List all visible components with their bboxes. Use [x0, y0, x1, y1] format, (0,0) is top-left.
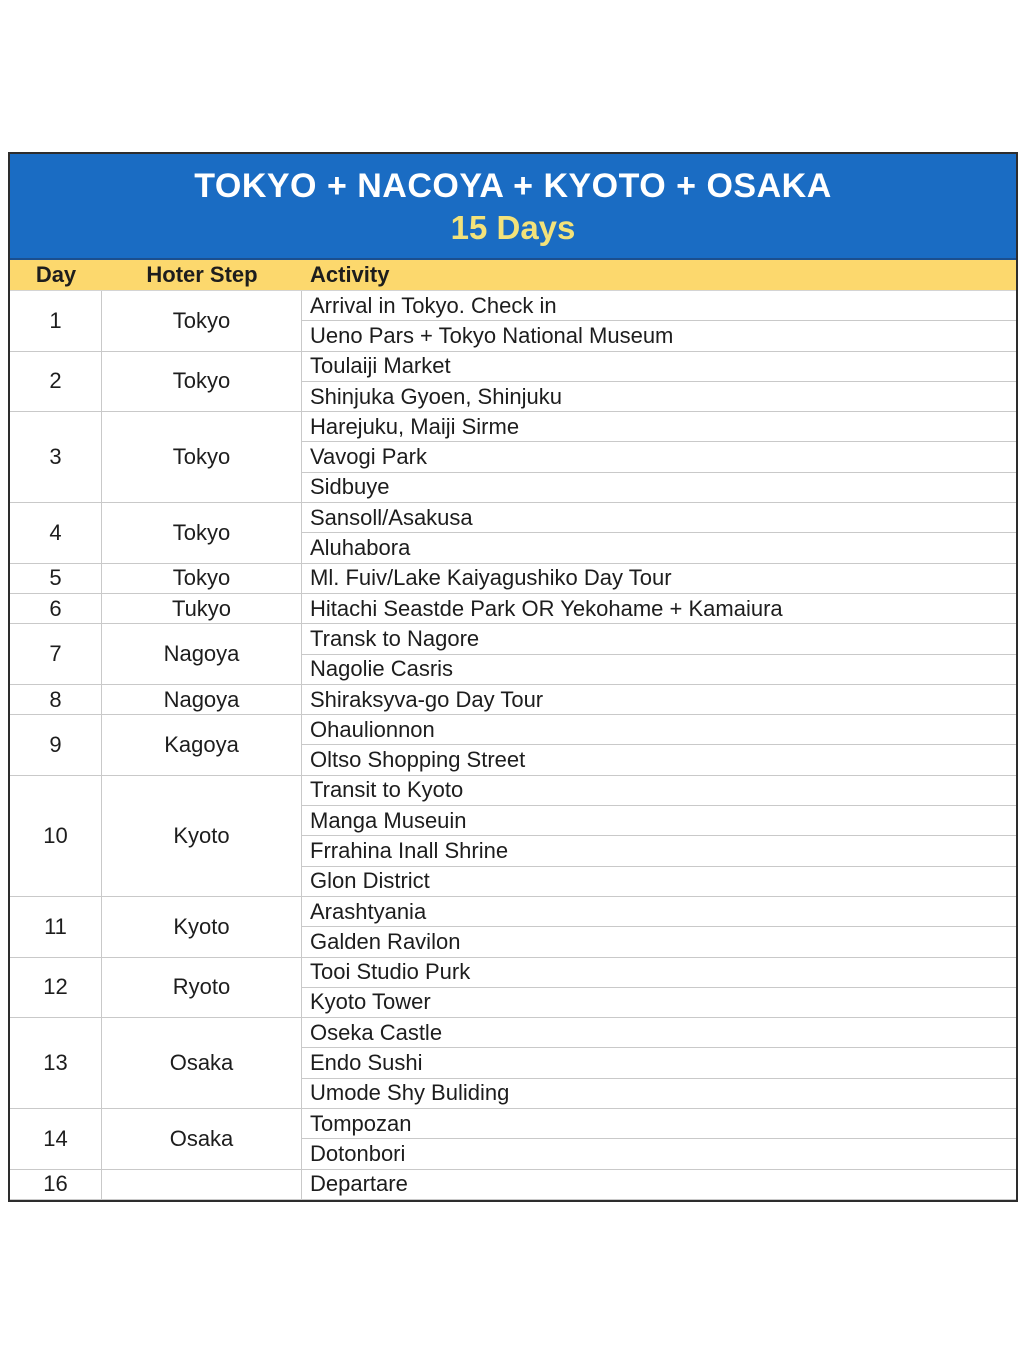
activity-cell: Vavogi Park: [302, 442, 1016, 472]
activity-cell: Umode Shy Buliding: [302, 1079, 1016, 1109]
title-banner: [10, 154, 1016, 260]
activity-cell: Harejuku, Maiji Sirme: [302, 412, 1016, 442]
hotel-cell: Tokyo: [102, 291, 302, 352]
day-number-cell: 4: [10, 503, 102, 564]
activity-cell: Arrival in Tokyo. Check in: [302, 291, 1016, 321]
hotel-column-header: Hoter Step: [146, 262, 258, 287]
activity-cell: Glon District: [302, 867, 1016, 897]
activity-cell: Oltso Shopping Street: [302, 745, 1016, 775]
itinerary-body: [10, 291, 1016, 1200]
activity-cell: Kyoto Tower: [302, 988, 1016, 1018]
activity-cell: Dotonbori: [302, 1139, 1016, 1169]
day-number-cell: 9: [10, 715, 102, 776]
column-header-row: [10, 260, 1016, 291]
itinerary-title: TOKYO + NACOYA + KYOTO + OSAKA: [194, 167, 832, 205]
activity-cell: Oseka Castle: [302, 1018, 1016, 1048]
activity-cell: Transk to Nagore: [302, 624, 1016, 654]
hotel-cell: Osaka: [102, 1109, 302, 1170]
day-number-cell: 6: [10, 594, 102, 624]
hotel-cell: Ryoto: [102, 958, 302, 1019]
activity-cell: Hitachi Seastde Park OR Yekohame + Kamaiura: [302, 594, 1016, 624]
day-column-header: Day: [35, 262, 77, 287]
activity-cell: Tompozan: [302, 1109, 1016, 1139]
activity-cell: Aluhabora: [302, 533, 1016, 563]
activity-cell: Toulaiji Market: [302, 352, 1016, 382]
activity-cell: Departare: [302, 1170, 1016, 1200]
hotel-cell: Tokyo: [102, 352, 302, 413]
hotel-cell: Tokyo: [102, 412, 302, 503]
hotel-cell: Tokyo: [102, 503, 302, 564]
activity-column-header: Activity: [310, 262, 390, 287]
day-number-cell: 1: [10, 291, 102, 352]
hotel-cell: Kagoya: [102, 715, 302, 776]
activity-cell: Nagolie Casris: [302, 655, 1016, 685]
activity-cell: Ml. Fuiv/Lake Kaiyagushiko Day Tour: [302, 564, 1016, 594]
day-number-cell: 8: [10, 685, 102, 715]
hotel-cell: Kyoto: [102, 897, 302, 958]
activity-cell: Ueno Pars + Tokyo National Museum: [302, 321, 1016, 351]
activity-cell: Galden Ravilon: [302, 927, 1016, 957]
day-number-cell: 11: [10, 897, 102, 958]
activity-cell: Arashtyania: [302, 897, 1016, 927]
hotel-cell: Tukyo: [102, 594, 302, 624]
activity-cell: Manga Museuin: [302, 806, 1016, 836]
day-number-cell: 5: [10, 564, 102, 594]
activity-cell: Sidbuye: [302, 473, 1016, 503]
activity-cell: Ohaulionnon: [302, 715, 1016, 745]
hotel-cell: Tokyo: [102, 564, 302, 594]
day-number-cell: 3: [10, 412, 102, 503]
hotel-cell: Nagoya: [102, 624, 302, 685]
day-number-cell: 14: [10, 1109, 102, 1170]
itinerary-table: [8, 152, 1018, 1202]
hotel-cell: [102, 1170, 302, 1200]
activity-cell: Shiraksyva-go Day Tour: [302, 685, 1016, 715]
day-number-cell: 10: [10, 776, 102, 897]
hotel-cell: Kyoto: [102, 776, 302, 897]
day-number-cell: 13: [10, 1018, 102, 1109]
activity-cell: Tooi Studio Purk: [302, 958, 1016, 988]
activity-cell: Sansoll/Asakusa: [302, 503, 1016, 533]
activity-cell: Frrahina Inall Shrine: [302, 836, 1016, 866]
activity-cell: Transit to Kyoto: [302, 776, 1016, 806]
day-number-cell: 16: [10, 1170, 102, 1200]
day-number-cell: 2: [10, 352, 102, 413]
hotel-cell: Nagoya: [102, 685, 302, 715]
day-number-cell: 12: [10, 958, 102, 1019]
activity-cell: Shinjuka Gyoen, Shinjuku: [302, 382, 1016, 412]
activity-cell: Endo Sushi: [302, 1048, 1016, 1078]
hotel-cell: Osaka: [102, 1018, 302, 1109]
day-number-cell: 7: [10, 624, 102, 685]
itinerary-duration: 15 Days: [450, 209, 576, 246]
